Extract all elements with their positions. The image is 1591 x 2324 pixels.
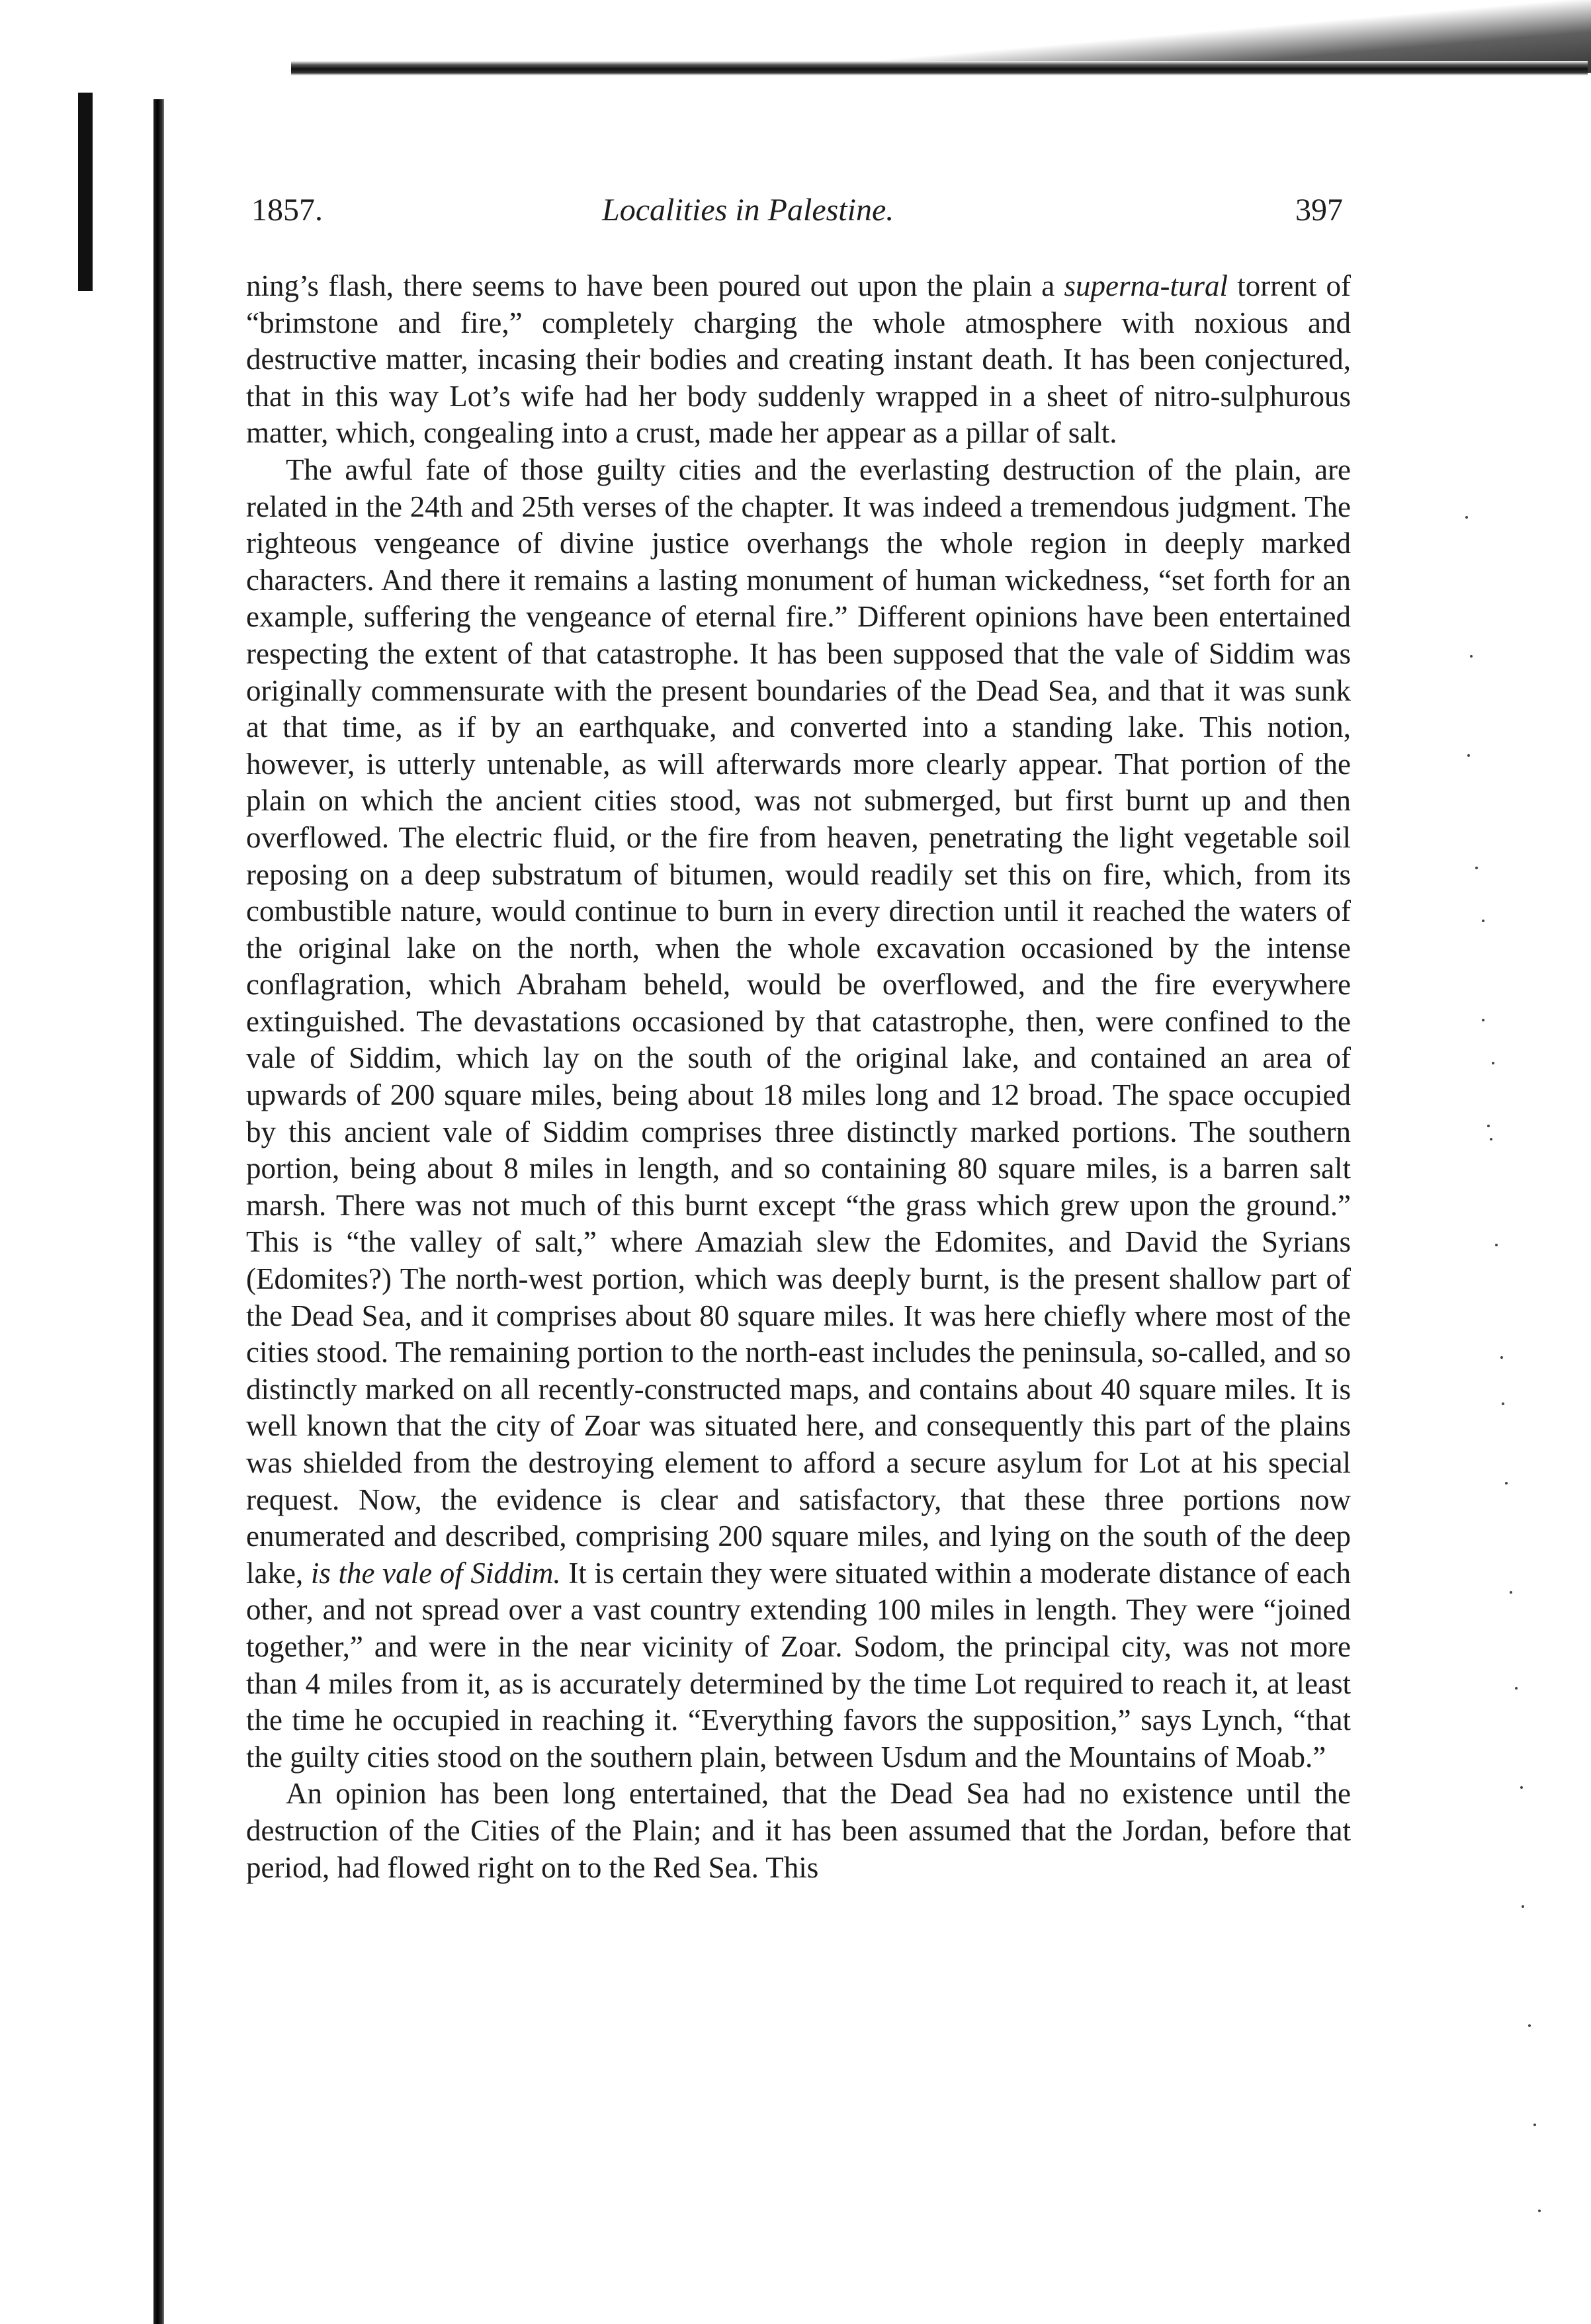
scan-speck <box>1520 1786 1523 1789</box>
scan-speck <box>1510 1591 1512 1594</box>
scan-speck <box>1482 1019 1484 1021</box>
body-text <box>246 268 1351 1886</box>
scan-speck <box>1495 1244 1498 1246</box>
paragraph <box>246 452 1351 1776</box>
scan-speck <box>1492 1062 1494 1064</box>
binding-edge <box>153 99 164 2324</box>
scan-speck <box>1522 1905 1524 1908</box>
text-run: The awful fate of those guilty cities and the everlasting destruction of the plain, are related in the 24th and 25th verses of the chapter. It was indeed a tremendous judgment. The righteous vengeance of divine justice overhangs the whole region in deeply marked characters. And there it remains a lasting monument of human wickedness, “set forth for an example, suffering the vengeance of eternal fire.” Different opinions have been entertained respecting the extent of that catastrophe. It has been supposed that the vale of Siddim was originally commensurate with the present boundaries of the Dead Sea, and that it was sunk at that time, as if by an earthquake, and converted into a standing lake. This notion, however, is utterly untenable, as will afterwards more clearly appear. That portion of the plain on which the ancient cities stood, was not submerged, but first burnt up and then overflowed. The electric fluid, or the fire from heaven, penetrating the light vegetable soil reposing on a deep substratum of bitumen, would readily set this on fire, which, from its combustible nature, would continue to burn in every direction until it reached the waters of the original lake on the north, when the whole excavation occasioned by the intense conflagration, which Abraham beheld, would be overflowed, and the fire everywhere extinguished. The devastations occasioned by that catastrophe, then, were confined to the vale of Siddim, which lay on the south of the original lake, and contained an area of upwards of 200 square miles, being about 18 miles long and 12 broad. The space occupied by this ancient vale of Siddim comprises three distinctly marked portions. The southern portion, being about 8 miles in length, and so containing 80 square miles, is a barren salt marsh. There was not much of this burnt except “the grass which grew upon the ground.” This is “the valley of salt,” where Amaziah slew the Edomites, and David the Syrians (Edomites?) The north-west portion, which was deeply burnt, is the present shallow part of the Dead Sea, and it comprises about 80 square miles. It was here chiefly where most of the cities stood. The remaining portion to the north-east includes the peninsula, so-called, and so distinctly marked on all recently-constructed maps, and contains about 40 square miles. It is well known that the city of Zoar was situated here, and consequently this part of the plains was shielded from the destroying element to afford a secure asylum for Lot at his special request. Now, the evidence is clear and satisfactory, that these three portions now enumerated and described, comprising 200 square miles, and lying on the south of the deep lake, <box>246 452 1351 1590</box>
scan-speck <box>1538 2210 1541 2212</box>
scan-speck <box>1487 1125 1490 1127</box>
top-rule <box>291 61 1588 75</box>
scan-speck <box>1505 1482 1508 1485</box>
header-year: 1857. <box>251 193 323 228</box>
scan-speck <box>1515 1687 1518 1690</box>
text-run: It is certain they were situated within a moderate distance of each other, and not spread over a vast country extending 100 miles in length. They were “joined together,” and were in the near vicinity of Zoar. Sodom, the principal city, was not more than 4 miles from it, as is accurately determined by the time Lot required to reach it, at least the time he occupied in reaching it. “Everything favors the supposition,” says Lynch, “that the guilty cities stood on the southern plain, between Usdum and the Mountains of Moab.” <box>246 1556 1352 1774</box>
italic-text: is the vale of Siddim. <box>310 1556 561 1590</box>
scan-speck <box>1475 867 1478 869</box>
scan-speck <box>1500 1356 1503 1359</box>
page-number: 397 <box>1295 193 1343 228</box>
scan-speck <box>1470 655 1473 658</box>
text-run: An opinion has been long entertained, that the Dead Sea had no existence until the destruction of the Cities of the Plain; and it has been assumed that the Jordan, before that period, had flowed right on to the Red Sea. This <box>246 1777 1351 1884</box>
scan-speck <box>1467 754 1470 757</box>
scan-speck <box>1502 1402 1504 1405</box>
text-run: ning’s flash, there seems to have been poured out upon the plain a <box>246 269 1064 302</box>
scan-speck <box>1482 920 1484 922</box>
scan-speck <box>1528 2024 1531 2027</box>
running-header <box>251 192 1343 238</box>
scan-speck <box>1490 1138 1492 1140</box>
scan-speck <box>1533 2124 1536 2126</box>
paragraph <box>246 268 1351 452</box>
paragraph <box>246 1776 1351 1886</box>
binding-edge-fragment <box>78 93 93 291</box>
scan-speck <box>1465 516 1468 519</box>
header-title: Localities in Palestine. <box>602 193 894 228</box>
text-run: torrent of “brimstone and fire,” completely charging the whole atmosphere with noxious and destructive matter, incasing their bodies and creating instant death. It has been conjectured, that in this way Lot’s wife had her body suddenly wrapped in a sheet of nitro-sulphurous matter, which, congealing into a crust, made her appear as a pillar of salt. <box>246 269 1351 450</box>
italic-text: superna-tural <box>1064 269 1228 302</box>
